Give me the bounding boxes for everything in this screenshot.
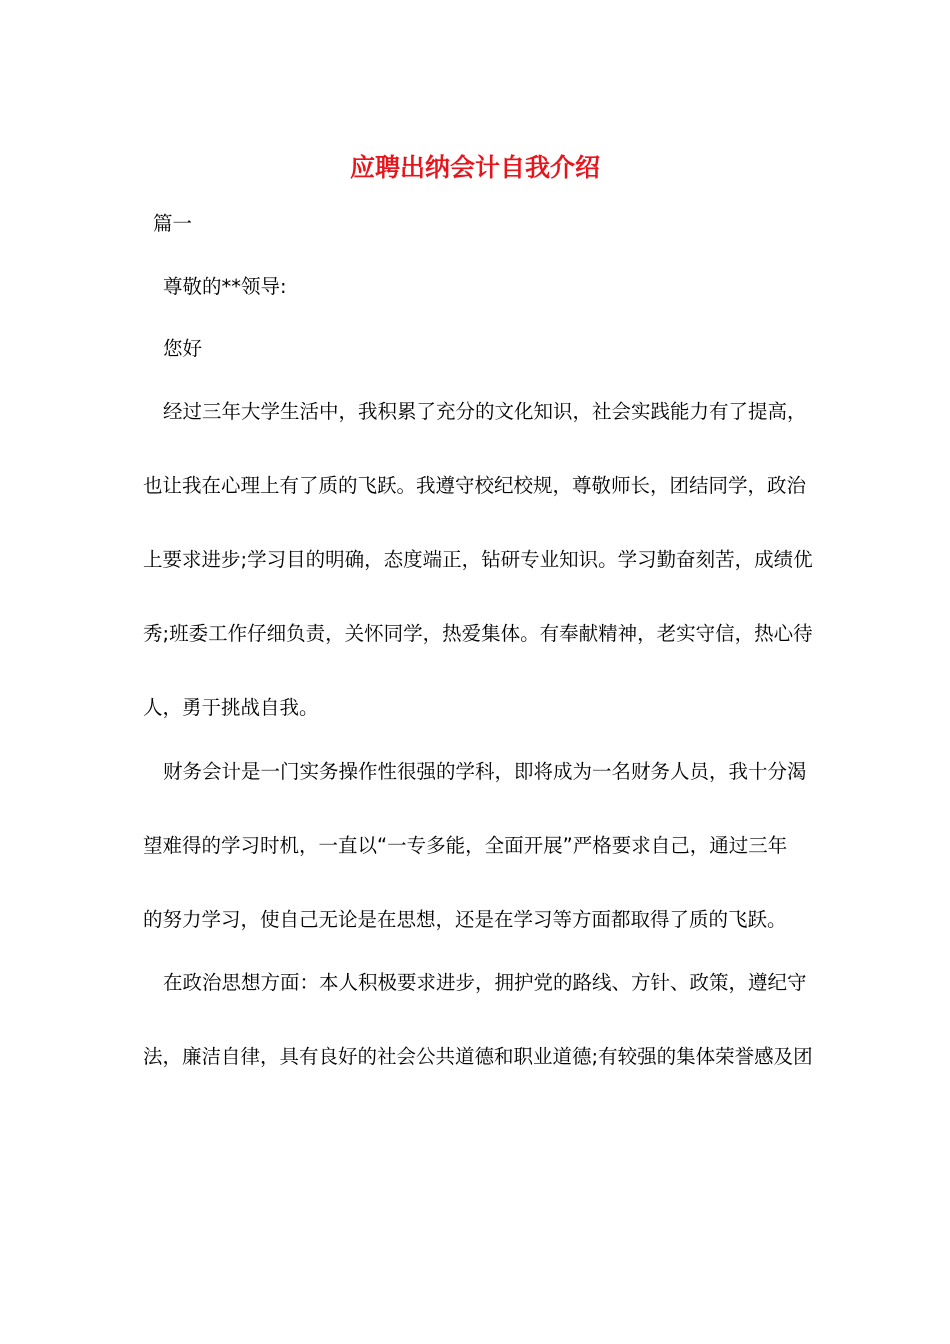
paragraph-1-line-1: 经过三年大学生活中，我积累了充分的文化知识，社会实践能力有了提高， [163,400,807,423]
paragraph-2-line-3: 的努力学习，使自己无论是在思想，还是在学习等方面都取得了质的飞跃。 [143,908,787,931]
greeting: 您好 [163,337,203,360]
paragraph-1-line-3: 上要求进步;学习目的明确，态度端正，钻研专业知识。学习勤奋刻苦，成绩优 [143,548,813,571]
paragraph-2-line-2: 望难得的学习时机，一直以“一专多能，全面开展”严格要求自己，通过三年 [143,834,788,857]
paragraph-1-line-4: 秀;班委工作仔细负责，关怀同学，热爱集体。有奉献精神，老实守信，热心待 [143,622,813,645]
paragraph-1-line-2: 也让我在心理上有了质的飞跃。我遵守校纪校规，尊敬师长，团结同学，政治 [143,474,807,497]
paragraph-3-line-2: 法，廉洁自律，具有良好的社会公共道德和职业道德;有较强的集体荣誉感及团 [143,1045,813,1068]
document-title: 应聘出纳会计自我介绍 [349,153,600,182]
paragraph-3-line-1: 在政治思想方面：本人积极要求进步，拥护党的路线、方针、政策，遵纪守 [163,971,807,994]
section-label: 篇一 [153,212,193,235]
paragraph-1-line-5: 人，勇于挑战自我。 [143,696,319,719]
paragraph-2-line-1: 财务会计是一门实务操作性很强的学科，即将成为一名财务人员，我十分渴 [163,760,807,783]
salutation: 尊敬的**领导: [163,275,287,298]
